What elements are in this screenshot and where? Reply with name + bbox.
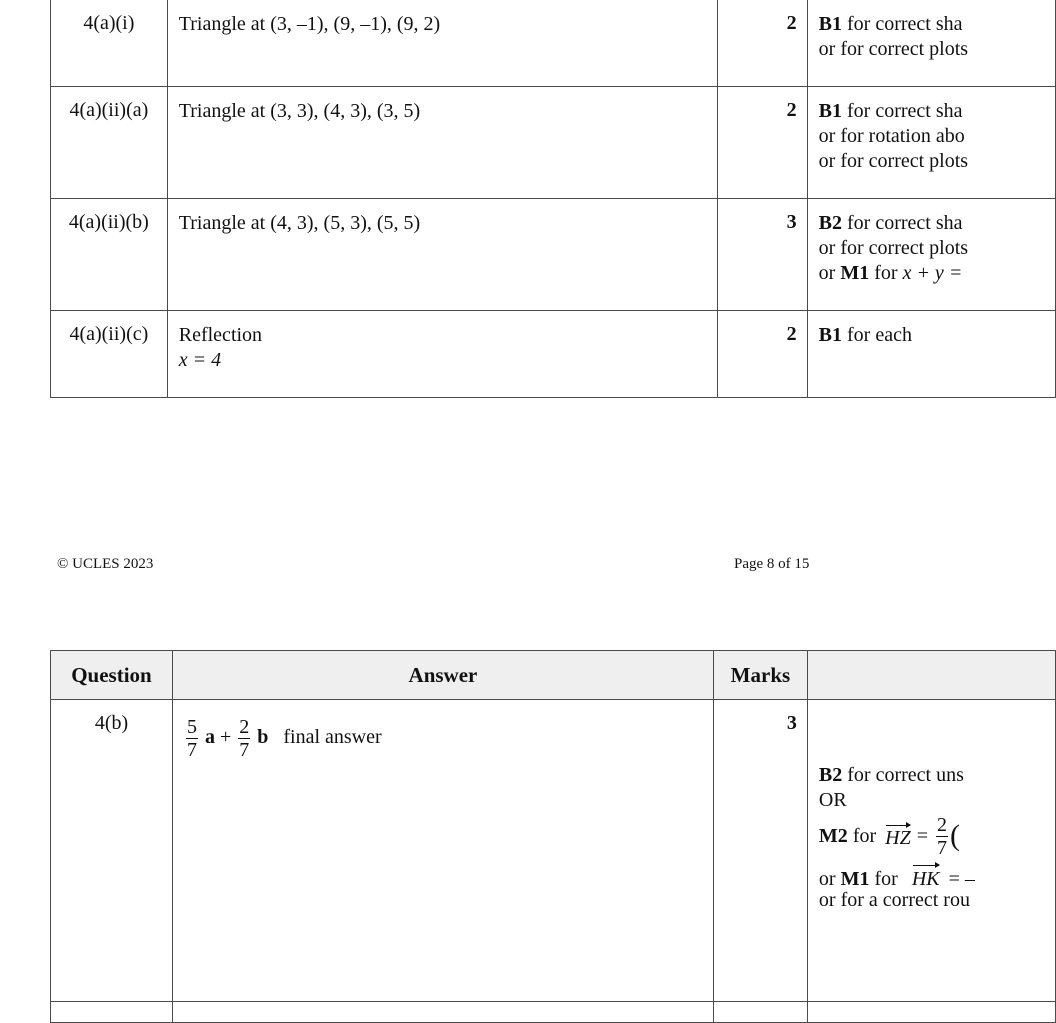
marks-cell: [713, 1002, 807, 1023]
guidance-text: or for correct plots: [818, 150, 969, 172]
guidance-cell: [807, 199, 1055, 311]
question-cell: 4(b): [51, 700, 173, 1002]
guidance-line: [819, 124, 1055, 149]
guidance-line: [819, 763, 1055, 788]
open-paren: (: [950, 819, 960, 852]
guidance-text: for correct uns: [842, 764, 964, 786]
math-expression: x + y =: [902, 262, 963, 284]
mark-code: M1: [840, 868, 870, 890]
guidance-text: or for rotation abo: [818, 125, 965, 147]
mark-code: M1: [840, 262, 870, 284]
marks-cell: 3: [713, 700, 807, 1002]
answer-text: Triangle at (3, 3), (4, 3), (3, 5): [178, 100, 421, 122]
guidance-line: [819, 211, 1055, 236]
question-cell: 4(a)(ii)(c): [51, 311, 168, 398]
answer-text: Triangle at (3, –1), (9, –1), (9, 2): [178, 13, 441, 35]
guidance-text: or for correct plots: [818, 38, 969, 60]
guidance-cell: [807, 87, 1055, 199]
header-row: [51, 651, 1056, 700]
marks-cell: 2: [717, 311, 807, 398]
marks-cell: 2: [717, 0, 807, 87]
answer-text: Triangle at (4, 3), (5, 3), (5, 5): [178, 212, 421, 234]
answer-cell: [172, 1002, 713, 1023]
guidance-line: [819, 323, 1055, 348]
guidance-cell: [807, 0, 1055, 87]
guidance-text: or: [818, 262, 841, 284]
fraction: [186, 716, 198, 761]
mark-scheme-table-top: [50, 0, 1056, 398]
guidance-line: [819, 149, 1055, 174]
fraction-denominator: 7: [239, 739, 250, 761]
guidance-text: for: [869, 868, 903, 890]
guidance-text: for correct sha: [842, 100, 963, 122]
answer-cell: [167, 199, 717, 311]
fraction: [936, 814, 948, 859]
table-row: [51, 0, 1056, 87]
guidance-line: [819, 37, 1055, 62]
question-cell: 4(a)(ii)(a): [51, 87, 168, 199]
vector-hk: HK: [912, 863, 940, 892]
guidance-line: [819, 261, 1055, 286]
table-row: [51, 199, 1056, 311]
guidance-text: for: [869, 262, 903, 284]
answer-cell: [167, 311, 717, 398]
copyright-footer: © UCLES 2023: [57, 556, 154, 572]
mark-code: B1: [818, 100, 843, 122]
marks-cell: 2: [717, 87, 807, 199]
answer-suffix: final answer: [283, 726, 382, 749]
header-marks: Marks: [713, 651, 807, 700]
guidance-text: OR: [818, 789, 847, 811]
guidance-text: or for correct plots: [818, 237, 969, 259]
guidance-text: for correct sha: [842, 212, 963, 234]
vector-a: a: [204, 726, 215, 749]
plus-sign: +: [219, 726, 232, 749]
fraction-denominator: 7: [186, 739, 197, 761]
mark-code: B2: [818, 764, 843, 786]
guidance-line: [819, 99, 1055, 124]
mark-code: B2: [818, 212, 843, 234]
answer-cell: [167, 87, 717, 199]
guidance-text: for: [847, 824, 882, 847]
question-cell: 4(a)(ii)(b): [51, 199, 168, 311]
table-row: [51, 87, 1056, 199]
marks-cell: 3: [717, 199, 807, 311]
guidance-line: [819, 863, 1055, 888]
guidance-line: [819, 788, 1055, 813]
fraction-numerator: 5: [186, 716, 197, 738]
guidance-text: or: [818, 868, 841, 890]
page-number: Page 8 of 15: [734, 556, 810, 572]
math-expression: x = 4: [178, 349, 222, 371]
table-row: [51, 311, 1056, 398]
question-cell: 4(a)(i): [51, 0, 168, 87]
guidance-cell: [807, 311, 1055, 398]
fraction-numerator: 2: [239, 716, 250, 738]
mark-scheme-table-bottom: [50, 650, 1056, 1023]
header-answer: Answer: [172, 651, 713, 700]
guidance-line: [819, 236, 1055, 261]
guidance-text: for correct sha: [842, 13, 963, 35]
fraction: [238, 716, 250, 761]
answer-text: Reflection: [178, 324, 263, 346]
answer-cell: [172, 700, 713, 1002]
guidance-cell: [807, 700, 1055, 1002]
fraction-denominator: 7: [937, 836, 947, 859]
question-cell: [51, 1002, 173, 1023]
answer-cell: [167, 0, 717, 87]
guidance-line: [819, 813, 1055, 859]
guidance-cell: [807, 1002, 1055, 1023]
equals-sign: =: [916, 824, 928, 847]
vector-hz: HZ: [885, 823, 911, 850]
guidance-line: [819, 12, 1055, 37]
guidance-text: or for a correct rou: [818, 889, 970, 911]
vector-b: b: [257, 726, 269, 749]
guidance-text: for each: [842, 324, 912, 346]
table-row: [51, 700, 1056, 1002]
equals-sign: = –: [948, 868, 975, 890]
fraction-numerator: 2: [937, 813, 947, 836]
answer-math: [179, 348, 707, 373]
header-guidance: [807, 651, 1055, 700]
mark-code: B1: [818, 13, 843, 35]
header-question: Question: [51, 651, 173, 700]
mark-code: B1: [818, 324, 843, 346]
table-row: [51, 1002, 1056, 1023]
mark-code: M2: [818, 824, 848, 847]
